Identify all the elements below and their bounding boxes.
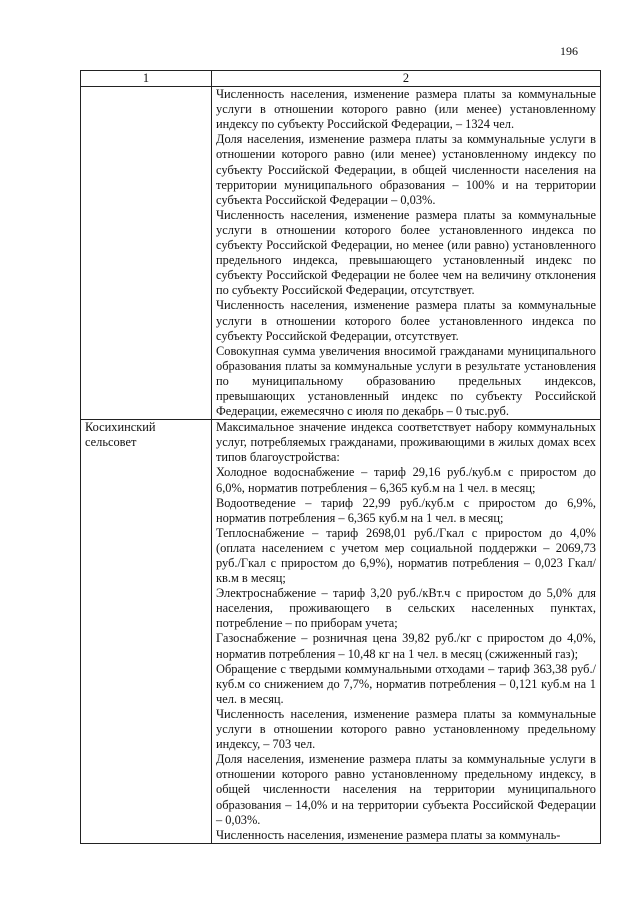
info-cell — [212, 87, 601, 420]
table-header-row — [81, 71, 601, 87]
paragraph: Совокупная сумма увеличения вносимой гражданами муниципального образования платы за коммунальные услуги в результате установления по муниципальному образованию предельных индексов, превышающих установленный индекс по субъекту Российской Федерации, ежемесячно с июля по декабрь – 0 тыс.руб. — [216, 343, 596, 419]
paragraph: Холодное водоснабжение – тариф 29,16 руб./куб.м с приростом до 6,0%, норматив потребления – 6,365 куб.м на 1 чел. в месяц; — [216, 465, 596, 495]
paragraph: Численность населения, изменение размера платы за коммунальные услуги в отношении которого равно (или менее) установленному индексу по субъекту Российской Федерации, – 1324 чел. — [216, 87, 596, 132]
paragraph: Численность населения, изменение размера платы за коммунальные услуги в отношении которого равно установленному предельному индексу, – 703 чел. — [216, 706, 596, 752]
paragraph: Газоснабжение – розничная цена 39,82 руб./кг с приростом до 4,0%, норматив потребления – 10,48 кг на 1 чел. в месяц (сжиженный газ); — [216, 631, 596, 661]
paragraph: Водоотведение – тариф 22,99 руб./куб.м с приростом до 6,9%, норматив потребления – 6,365 куб.м на 1 чел. в месяц; — [216, 495, 596, 525]
municipality-cell: Косихинский сельсовет — [81, 420, 212, 844]
table-row — [81, 87, 601, 420]
paragraph: Электроснабжение – тариф 3,20 руб./кВт.ч с приростом до 5,0% для населения, проживающего в сельских населенных пунктах, потребление – по приборам учета; — [216, 586, 596, 631]
paragraph: Теплоснабжение – тариф 2698,01 руб./Гкал с приростом до 4,0% (оплата населением с учетом мер социальной поддержки – 2069,73 руб./Гкал с приростом до 6,9%), норматив потребления – 0,023 Гкал/кв.м в месяц; — [216, 525, 596, 586]
document-table — [80, 70, 601, 844]
table-row — [81, 420, 601, 844]
column-header: 1 — [81, 71, 212, 87]
paragraph: Максимальное значение индекса соответствует набору коммунальных услуг, потребляемых гражданами, проживающими в жилых домах всех типов благоустройства: — [216, 420, 596, 465]
paragraph: Обращение с твердыми коммунальными отходами – тариф 363,38 руб./куб.м со снижением до 7,7%, норматив потребления – 0,121 куб.м на 1 чел. в месяц. — [216, 661, 596, 706]
municipality-cell — [81, 87, 212, 420]
column-header: 2 — [212, 71, 601, 87]
page-number: 196 — [560, 44, 578, 58]
paragraph: Доля населения, изменение размера платы за коммунальные услуги в отношении которого равно установленному предельному индексу, в общей численности населения на территории муниципального образования – 14,0% и на территории субъекта Российской Федерации – 0,03%. — [216, 752, 596, 827]
paragraph: Численность населения, изменение размера платы за коммунальные услуги в отношении которого более установленного индекса по субъекту Российской Федерации, отсутствует. — [216, 298, 596, 343]
paragraph: Численность населения, изменение размера платы за коммуналь- — [216, 827, 561, 842]
paragraph: Численность населения, изменение размера платы за коммунальные услуги в отношении которого более установленного индекса по субъекту Российской Федерации, но менее (или равно) установленного предельного индекса, превышающего установленный индекс по субъекту Российской Федерации не более чем на величину отклонения по субъекту Российской Федерации, отсутствует. — [216, 207, 596, 298]
paragraph: Доля населения, изменение размера платы за коммунальные услуги в отношении которого равно (или менее) установленному индексу по субъекту Российской Федерации, в общей численности населения на территории муниципального образования – 100% и на территории субъекта Российской Федерации – 0,03%. — [216, 132, 596, 207]
info-cell — [212, 420, 601, 844]
